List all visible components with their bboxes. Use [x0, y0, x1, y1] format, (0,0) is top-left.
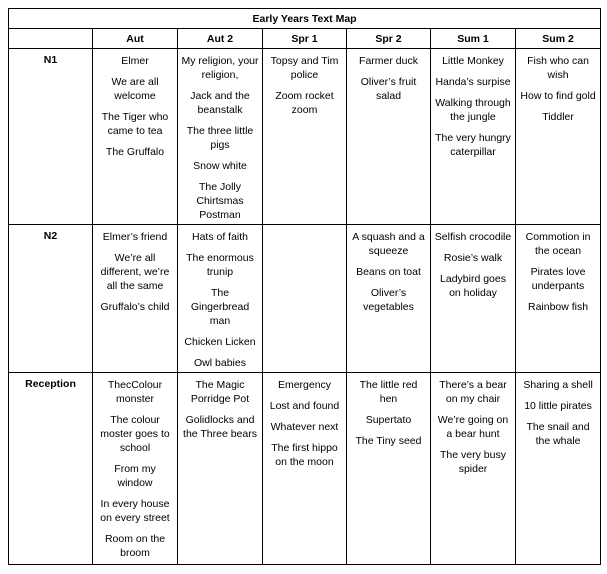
book-title: Lost and found — [269, 400, 340, 412]
book-title: A squash and a squeeze — [352, 231, 425, 257]
book-title: Handa’s surpise — [435, 76, 511, 88]
row-header: N2 — [9, 225, 93, 373]
book-title: From my window — [114, 463, 156, 489]
book-title: The Magic Porridge Pot — [190, 379, 250, 405]
row-header: N1 — [9, 49, 93, 225]
table-row — [9, 49, 601, 225]
book-title: Elmer’s friend — [102, 231, 168, 243]
book-title: Rainbow fish — [527, 301, 589, 313]
book-title: Topsy and Tim police — [270, 55, 339, 81]
book-title: The very busy spider — [440, 449, 506, 475]
header-row — [9, 29, 601, 49]
book-title: Sharing a shell — [523, 379, 593, 391]
book-title: Chicken Licken — [184, 336, 256, 348]
table-cell — [263, 373, 347, 565]
column-header: Aut — [93, 29, 178, 49]
book-title: Farmer duck — [359, 55, 418, 67]
book-title: Selfish crocodile — [434, 231, 512, 243]
book-title: The Tiger who came to tea — [101, 111, 169, 137]
book-title: Rosie’s walk — [443, 252, 503, 264]
book-title: Ladybird goes on holiday — [440, 273, 506, 299]
column-header: Aut 2 — [178, 29, 263, 49]
book-title: We’re all different, we’re all the same — [100, 252, 170, 292]
book-title: Whatever next — [270, 421, 339, 433]
table-row — [9, 373, 601, 565]
book-title: The very hungry caterpillar — [435, 132, 511, 158]
table-cell — [93, 373, 178, 565]
book-title: Golidlocks and the Three bears — [183, 414, 257, 440]
table-row — [9, 225, 601, 373]
book-title: Little Monkey — [442, 55, 504, 67]
book-title: The snail and the whale — [526, 421, 590, 447]
book-title: The little red hen — [359, 379, 418, 405]
table-cell — [347, 49, 431, 225]
book-title: The Tiny seed — [355, 435, 422, 447]
table-cell — [347, 225, 431, 373]
book-title: The first hippo on the moon — [271, 442, 338, 468]
table-cell — [431, 49, 516, 225]
book-title: The colour moster goes to school — [100, 414, 170, 454]
table-cell — [178, 225, 263, 373]
book-title: Emergency — [277, 379, 332, 391]
book-title: Room on the broom — [104, 533, 166, 559]
column-header: Sum 1 — [431, 29, 516, 49]
book-title: Zoom rocket zoom — [275, 90, 334, 116]
book-title: The Gingerbread man — [190, 287, 250, 327]
book-title: The three little pigs — [186, 125, 254, 151]
book-title: Snow white — [193, 160, 247, 172]
book-title: Gruffalo’s child — [100, 301, 170, 313]
table-cell — [516, 373, 601, 565]
book-title: Elmer — [121, 55, 149, 67]
table-cell — [178, 49, 263, 225]
row-header: Reception — [9, 373, 93, 565]
table-cell — [93, 225, 178, 373]
table-cell — [263, 225, 347, 373]
text-map-table — [8, 8, 601, 565]
book-title: The enormous trunip — [186, 252, 254, 278]
book-title: There’s a bear on my chair — [439, 379, 507, 405]
table-title: Early Years Text Map — [9, 9, 601, 29]
book-title: Walking through the jungle — [435, 97, 511, 123]
book-title: Commotion in the ocean — [525, 231, 591, 257]
table-cell — [431, 373, 516, 565]
table-cell — [93, 49, 178, 225]
table-cell — [516, 225, 601, 373]
book-title: Oliver’s vegetables — [363, 287, 414, 313]
table-cell — [178, 373, 263, 565]
book-title: ThecColour monster — [107, 379, 163, 405]
book-title: Tiddler — [542, 111, 574, 123]
column-header: Spr 1 — [263, 29, 347, 49]
table-cell — [516, 49, 601, 225]
column-header: Sum 2 — [516, 29, 601, 49]
column-header: Spr 2 — [347, 29, 431, 49]
book-title: My religion, your religion, — [181, 55, 259, 81]
book-title: Jack and the beanstalk — [190, 90, 250, 116]
book-title: We’re going on a bear hunt — [437, 414, 509, 440]
book-title: In every house on every street — [100, 498, 170, 524]
table-cell — [347, 373, 431, 565]
book-title: Oliver’s fruit salad — [360, 76, 417, 102]
table-cell — [263, 49, 347, 225]
book-title: Hats of faith — [191, 231, 249, 243]
corner-cell — [9, 29, 93, 49]
book-title: We are all welcome — [111, 76, 159, 102]
table-cell — [431, 225, 516, 373]
book-title: The Jolly Chirtsmas Postman — [196, 181, 244, 221]
book-title: Owl babies — [194, 357, 246, 369]
book-title: Pirates love underpants — [530, 266, 586, 292]
book-title: Beans on toat — [356, 266, 421, 278]
book-title: 10 little pirates — [524, 400, 592, 412]
book-title: Fish who can wish — [527, 55, 589, 81]
book-title: Supertato — [365, 414, 412, 426]
book-title: How to find gold — [520, 90, 596, 102]
book-title: The Gruffalo — [105, 146, 165, 158]
